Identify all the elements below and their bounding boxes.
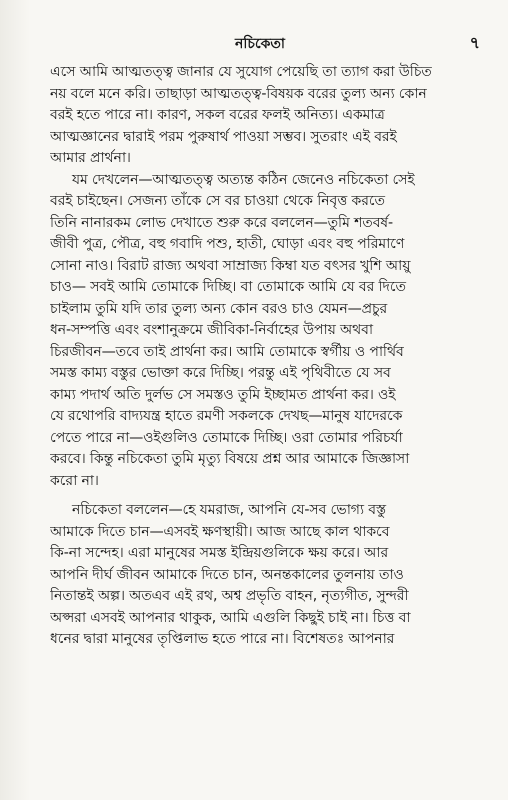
text-line: তিনি নানারকম লোভ দেখাতে শুরু করে বললেন—তুমি শতবর্ষ-: [50, 214, 393, 231]
text-line: ধনের দ্বারা মানুষের তৃপ্তিলাভ হতে পারে না। বিশেষতঃ আপনার: [50, 631, 395, 647]
text-line: জীবী পুত্র, পৌত্র, বহু গবাদি পশু, হাতী, ঘোড়া এবং বহু পরিমাণে: [50, 236, 405, 252]
text-line: করো না।: [50, 472, 99, 489]
text-line: এসে আমি আত্মতত্ত্ব জানার যে সুযোগ পেয়েছি তা ত্যাগ করা উচিত: [50, 64, 432, 80]
text-line: যে রথোপরি বাদ্যযন্ত্র হাতে রমণী সকলকে দেখছ—মানুষ যাদেরকে: [50, 408, 403, 424]
text-line: যম দেখলেন—আত্মতত্ত্ব অত্যন্ত কঠিন জেনেও নচিকেতা সেই: [72, 171, 415, 188]
text-line: নয় বলে মনে করি। তাছাড়া আত্মতত্ত্ব-বিষয়ক বরের তুল্য অন্য কোন: [50, 85, 427, 102]
text-line: কাম্য পদার্থ অতি দুর্লভ সে সমস্তও তুমি ইচ্ছামত প্রার্থনা কর। ওই: [50, 386, 396, 403]
text-line: সমস্ত কাম্য বস্তুর ভোক্তা করে দিচ্ছি। পরন্তু এই পৃথিবীতে যে সব: [50, 365, 391, 381]
paragraph-2: [50, 170, 490, 493]
text-line: নচিকেতা বললেন—হে যমরাজ, আপনি যে-সব ভোগ্য বস্তু: [72, 502, 386, 518]
text-line: চাইলাম তুমি যদি তার তুল্য অন্য কোন বরও চাও যেমন—প্রচুর: [50, 300, 388, 317]
page-number: ৭: [469, 33, 480, 52]
text-line: নিতান্তই অল্প। অতএব এই রথ, অশ্ব প্রভৃতি বাহন, নৃত্যগীত, সুন্দরী: [50, 588, 409, 604]
paragraph-3: [50, 500, 490, 651]
text-line: কি-না সন্দেহ। এরা মানুষের সমস্ত ইন্দ্রিয়গুলিকে ক্ষয় করে। আর: [50, 545, 389, 561]
text-line: সোনা নাও। বিরাট রাজ্য অথবা সাম্রাজ্য কিম্বা যত বৎসর খুশি আয়ু: [50, 257, 411, 274]
body-text: [50, 62, 490, 651]
text-line: করবে। কিন্তু নচিকেতা তুমি মৃত্যু বিষয়ে প্রশ্ন আর আমাকে জিজ্ঞাসা: [50, 451, 410, 467]
running-title: নচিকেতা: [235, 36, 285, 52]
text-line: আপনি দীর্ঘ জীবন আমাকে দিতে চান, অনন্তকালের তুলনায় তাও: [50, 566, 404, 583]
text-line: আমাকে দিতে চান—এসবই ক্ষণস্থায়ী। আজ আছে কাল থাকবে: [50, 523, 390, 540]
text-line: চাও— সবই আমি তোমাকে দিচ্ছি। বা তোমাকে আমি যে বর দিতে: [50, 279, 406, 295]
paragraph-1: [50, 62, 490, 170]
text-line: বরই হতে পারে না। কারণ, সকল বরের ফলই অনিত্য। একমাত্র: [50, 107, 385, 123]
page-header: [40, 30, 480, 54]
text-line: আমার প্রার্থনা।: [50, 150, 131, 166]
text-line: আত্মজ্ঞানের দ্বারাই পরম পুরুষার্থ পাওয়া সম্ভব। সুতরাং এই বরই: [50, 128, 397, 145]
text-line: চিরজীবন—তবে তাই প্রার্থনা কর। আমি তোমাকে স্বর্গীয় ও পার্থিব: [50, 343, 404, 360]
paragraph-gap: [50, 492, 490, 500]
text-line: ধন-সম্পত্তি এবং বংশানুক্রমে জীবিকা-নির্বাহের উপায় অথবা: [50, 322, 373, 338]
text-line: পেতে পারে না—ওইগুলিও তোমাকে দিচ্ছি। ওরা তোমার পরিচর্যা: [50, 429, 403, 446]
text-line: বরই চাইছেন। সেজন্য তাঁকে সে বর চাওয়া থেকে নিবৃত্ত করতে: [50, 193, 385, 209]
text-line: অপ্সরা এসবই আপনার থাকুক, আমি এগুলি কিছুই চাই না। চিত্ত বা: [50, 609, 411, 626]
